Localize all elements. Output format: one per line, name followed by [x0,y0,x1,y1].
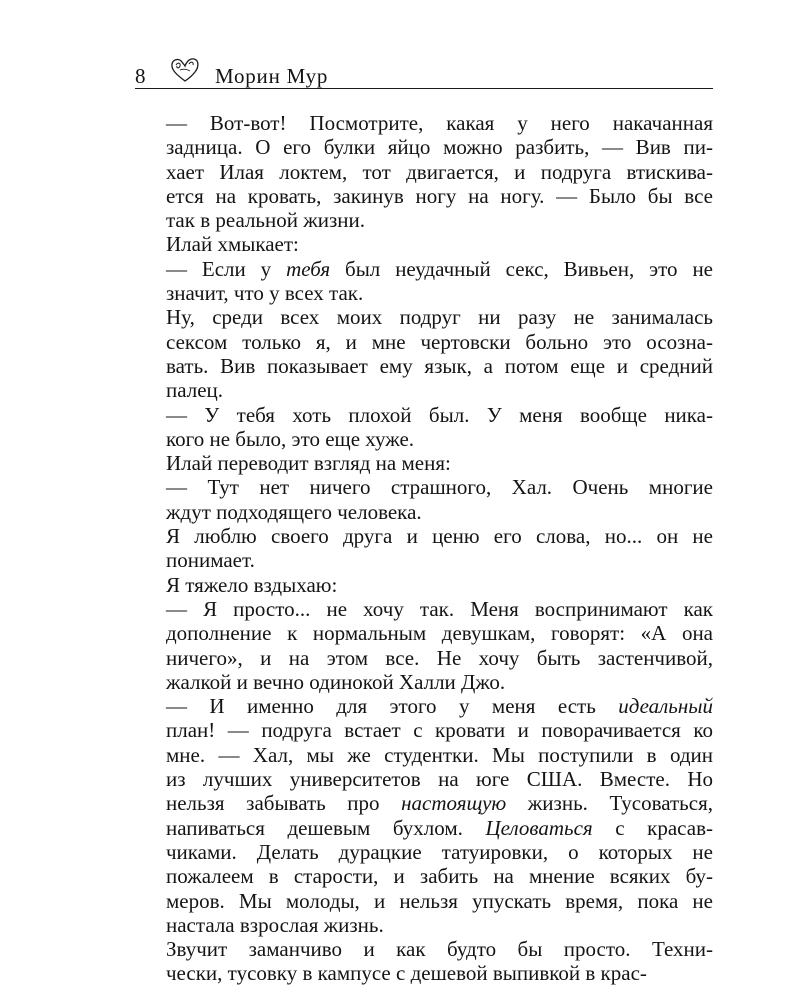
text-line: Звучит заманчиво и как будто бы просто. Техни- [166,937,713,962]
text-line: ется на кровать, закинув ногу на ногу. — Было бы все [166,183,713,208]
paragraph [135,257,713,306]
page-number: 8 [135,64,146,88]
text-line: вать. Вив показывает ему язык, а потом еще и средний [166,353,713,378]
text-line: напиваться дешевым бухлом. Целоваться с красав- [166,815,713,840]
text-line: палец. [166,378,224,403]
paragraph [135,403,713,452]
text-line: Я люблю своего друга и ценю его слова, но... он не [166,524,713,549]
text-line: — Тут нет ничего страшного, Хал. Очень многие [166,475,713,500]
text-line: Я тяжело вздыхаю: [166,572,338,597]
text-line: нельзя забывать про настоящую жизнь. Тусоваться, [166,791,713,816]
text-line: — У тебя хоть плохой был. У меня вообще ника- [166,402,713,427]
paragraph [135,694,713,937]
paragraph [135,305,713,402]
text-line: кого не было, это еще хуже. [166,426,415,451]
text-line: Ну, среди всех моих подруг ни разу не занималась [166,305,713,330]
text-line: хает Илая локтем, тот двигается, и подруга втискива- [166,159,713,184]
text-line: дополнение к нормальным девушкам, говорят: «А она [166,621,713,646]
text-line: пожалеем в старости, и забить на мнение всяких бу- [166,864,713,889]
text-line: — Если у тебя был неудачный секс, Вивьен, это не [166,256,714,281]
text-line: Илай хмыкает: [166,232,299,257]
text-line: жалкой и вечно одинокой Халли Джо. [166,669,506,694]
author-name: Морин Мур [215,64,329,88]
text-line: ждут подходящего человека. [166,499,422,524]
text-line: меров. Мы молоды, и нельзя упускать время, пока не [166,888,713,913]
text-line: сексом только я, и мне чертовски больно это осозна- [166,329,713,354]
text-line: настала взрослая жизнь. [166,912,384,937]
paragraph [135,475,713,524]
text-line: понимает. [166,548,255,573]
paragraph [135,573,713,597]
heart-doodle-icon [168,56,202,84]
paragraph [135,451,713,475]
text-line: чески, тусовку в кампусе с дешевой выпивкой в крас- [166,961,647,986]
text-body [135,111,713,986]
text-line: ничего», и на этом все. Не хочу быть застенчивой, [166,645,713,670]
text-line: мне. — Хал, мы же студентки. Мы поступили в один [166,742,713,767]
paragraph [135,232,713,256]
text-line: из лучших университетов на юге США. Вместе. Но [166,767,713,792]
text-line: задница. О его булки яйцо можно разбить, — Вив пи- [166,135,713,160]
paragraph [135,111,713,232]
paragraph [135,937,713,986]
page-header [135,58,713,89]
text-line: так в реальной жизни. [166,208,366,233]
text-line: — Вот-вот! Посмотрите, какая у него накачанная [166,111,713,135]
paragraph [135,597,713,694]
paragraph [135,524,713,573]
text-line: — Я просто... не хочу так. Меня воспринимают как [166,596,713,621]
text-line: чиками. Делать дурацкие татуировки, о которых не [166,839,713,864]
text-line: значит, что у всех так. [166,281,364,306]
text-line: план! — подруга встает с кровати и поворачивается ко [166,718,713,743]
text-line: — И именно для этого у меня есть идеальный [166,694,713,719]
text-line: Илай переводит взгляд на меня: [166,451,451,476]
